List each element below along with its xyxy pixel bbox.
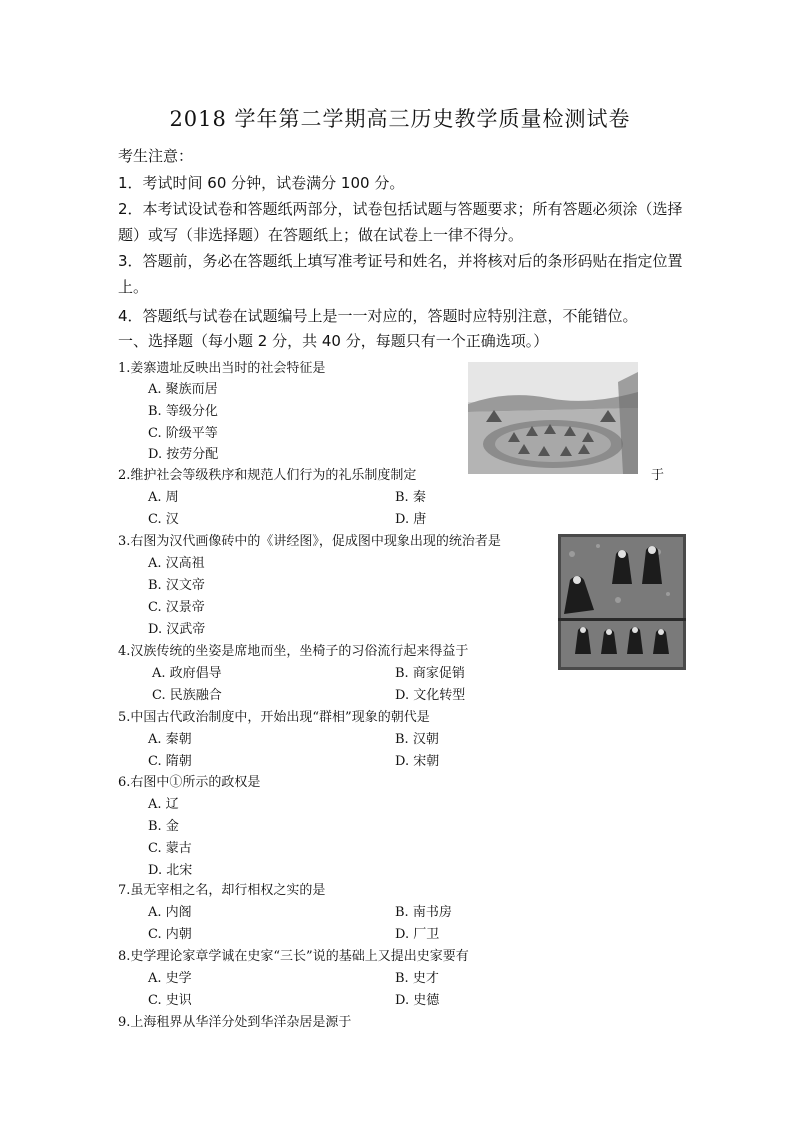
question-6-option-d: D. 北宋: [148, 863, 193, 878]
question-3-option-c: C. 汉景帝: [148, 600, 205, 615]
question-5-option-d: D. 宋朝: [395, 754, 440, 769]
question-2-stem-tail: 于: [651, 468, 665, 483]
question-3-option-d: D. 汉武帝: [148, 622, 206, 637]
question-8-option-b: B. 史才: [395, 971, 439, 986]
question-8-option-c: C. 史识: [148, 993, 192, 1008]
question-6-option-a: A. 辽: [148, 797, 179, 812]
question-7-option-a: A. 内阁: [148, 905, 192, 920]
question-4-option-c: C. 民族融合: [152, 688, 222, 703]
question-4-option-a: A. 政府倡导: [152, 666, 222, 681]
question-5-option-c: C. 隋朝: [148, 754, 192, 769]
question-5-option-b: B. 汉朝: [395, 732, 439, 747]
question-1-option-d: D. 按劳分配: [148, 447, 219, 462]
question-4-stem: 4.汉族传统的坐姿是席地而坐，坐椅子的习俗流行起来得益于: [118, 644, 469, 659]
question-6-option-c: C. 蒙古: [148, 841, 192, 856]
question-2-option-a: A. 周: [148, 490, 179, 505]
question-1-option-c: C. 阶级平等: [148, 426, 218, 441]
notice-item-4: 4．答题纸与试卷在试题编号上是一一对应的，答题时应特别注意，不能错位。: [118, 307, 638, 325]
notice-item-1: 1．考试时间 60 分钟，试卷满分 100 分。: [118, 174, 405, 192]
question-9-stem: 9.上海租界从华洋分处到华洋杂居是源于: [118, 1015, 352, 1030]
question-2-option-d: D. 唐: [395, 512, 427, 527]
question-6-option-b: B. 金: [148, 819, 179, 834]
question-8-option-a: A. 史学: [148, 971, 192, 986]
question-3-stem: 3.右图为汉代画像砖中的《讲经图》，促成图中现象出现的统治者是: [118, 534, 501, 549]
question-8-option-d: D. 史德: [395, 993, 440, 1008]
question-3-option-b: B. 汉文帝: [148, 578, 205, 593]
question-1-option-a: A. 聚族而居: [148, 382, 218, 397]
question-8-stem: 8.史学理论家章学诚在史家“三长”说的基础上又提出史家要有: [118, 949, 469, 964]
question-7-option-c: C. 内朝: [148, 927, 192, 942]
section-heading: 一、选择题（每小题 2 分，共 40 分，每题只有一个正确选项。）: [118, 332, 549, 350]
question-1-option-b: B. 等级分化: [148, 404, 218, 419]
question-6-stem: 6.右图中①所示的政权是: [118, 775, 261, 790]
lecture-relief-figure: [558, 534, 686, 670]
exam-title: 2018 学年第二学期高三历史教学质量检测试卷: [169, 107, 631, 131]
question-4-option-d: D. 文化转型: [395, 688, 466, 703]
question-2-option-b: B. 秦: [395, 490, 426, 505]
question-1-stem: 1.姜寨遗址反映出当时的社会特征是: [118, 361, 326, 376]
notice-item-2: 2．本考试设试卷和答题纸两部分，试卷包括试题与答题要求；所有答题必须涂（选择题）或写（非选择题）在答题纸上；做在试卷上一律不得分。: [118, 200, 683, 244]
notice-item-3: 3．答题前，务必在答题纸上填写准考证号和姓名，并将核对后的条形码贴在指定位置上。: [118, 252, 683, 296]
question-7-stem: 7.虽无宰相之名，却行相权之实的是: [118, 883, 326, 898]
question-5-stem: 5.中国古代政治制度中，开始出现“群相”现象的朝代是: [118, 710, 430, 725]
question-7-option-b: B. 南书房: [395, 905, 452, 920]
notice-heading: 考生注意：: [118, 147, 194, 165]
question-2-option-c: C. 汉: [148, 512, 179, 527]
question-5-option-a: A. 秦朝: [148, 732, 192, 747]
question-2-stem: 2.维护社会等级秩序和规范人们行为的礼乐制度制定: [118, 468, 417, 483]
jiangzhai-site-figure: [468, 362, 638, 474]
question-4-option-b: B. 商家促销: [395, 666, 465, 681]
question-3-option-a: A. 汉高祖: [148, 556, 205, 571]
question-7-option-d: D. 厂卫: [395, 927, 440, 942]
